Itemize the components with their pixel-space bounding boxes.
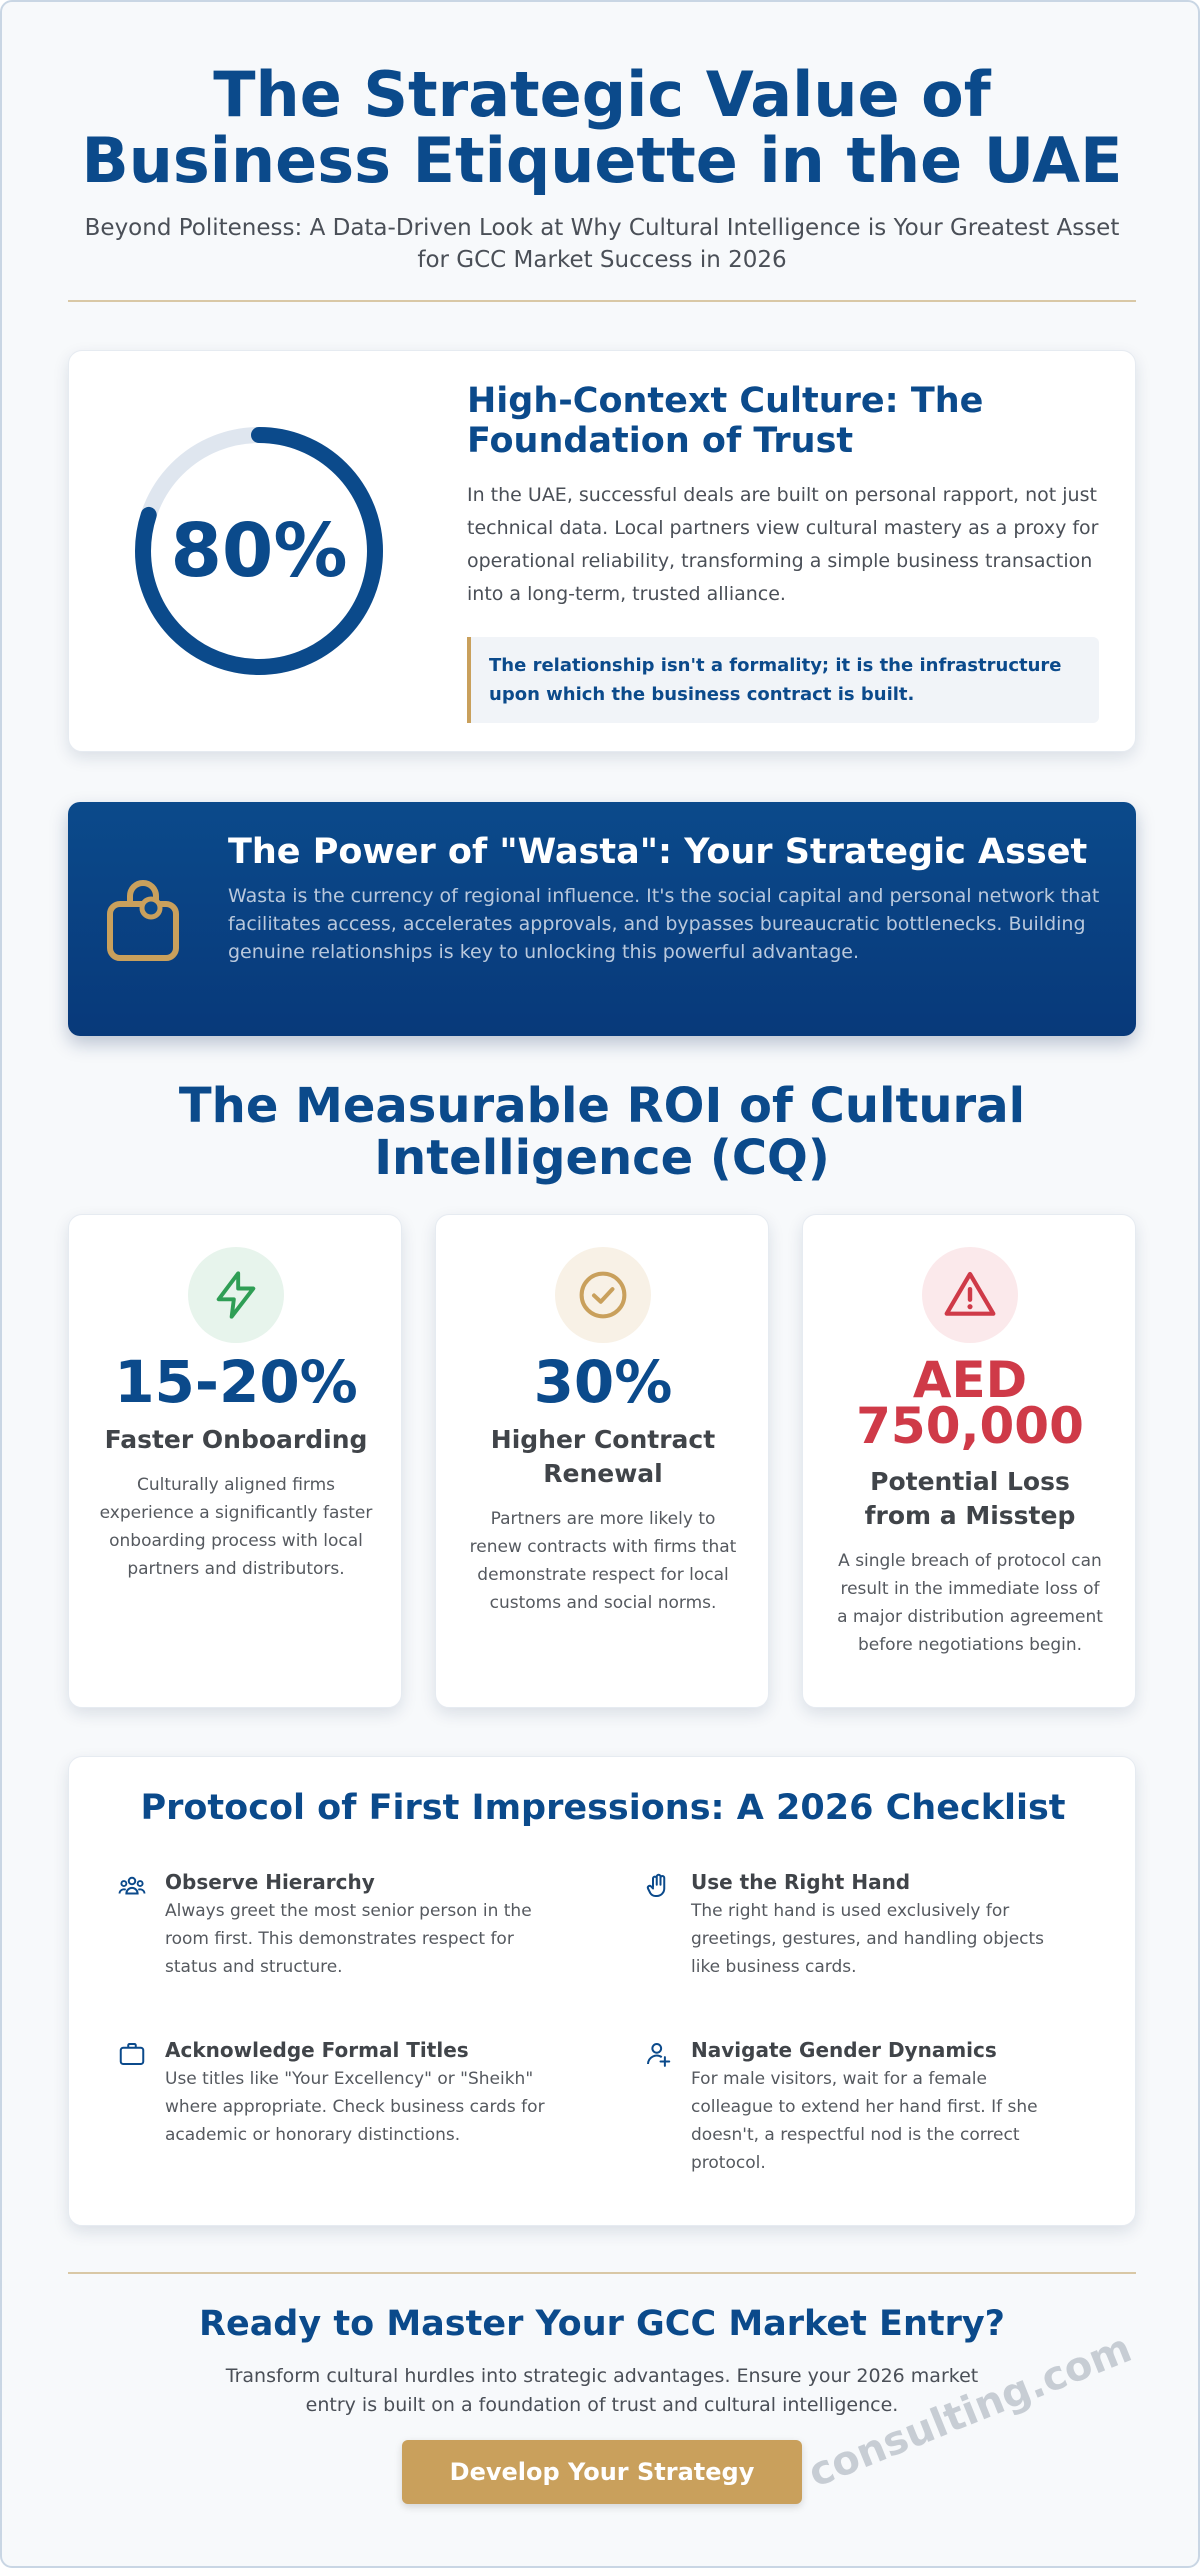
bag-icon: [106, 878, 182, 962]
stat-label: Potential Loss from a Misstep: [864, 1467, 1076, 1530]
item-description: For male visitors, wait for a female colleague to extend her hand first. If she doesn't, a respectful nod is the correct protocol.: [691, 2069, 1038, 2173]
develop-strategy-button[interactable]: Develop Your Strategy: [402, 2440, 802, 2504]
wasta-banner: [68, 802, 1136, 1036]
checklist-card: [68, 1756, 1136, 2226]
stat-description: Culturally aligned firms experience a significantly faster onboarding process with local partners and distributors.: [99, 1475, 373, 1579]
stat-value: 15-20%: [114, 1348, 358, 1416]
trust-body: In the UAE, successful deals are built on personal rapport, not just technical data. Local partners view cultural mastery as a proxy for operational reliability, transforming a simple business transaction into a long-term, trusted alliance.: [467, 484, 1099, 605]
lightning-icon: [210, 1269, 262, 1321]
trust-quote: The relationship isn't a formality; it is the infrastructure upon which the business contract is built.: [467, 637, 1099, 723]
hand-icon: [643, 1871, 673, 1901]
divider: [68, 2272, 1136, 2274]
watermark: consulting.com: [802, 2325, 1138, 2497]
cta-title: Ready to Master Your GCC Market Entry?: [199, 2304, 1005, 2344]
stat-description: Partners are more likely to renew contracts with firms that demonstrate respect for local customs and social norms.: [469, 1509, 737, 1613]
wasta-title: The Power of "Wasta": Your Strategic Asset: [228, 832, 1088, 872]
person-icon: [643, 2039, 673, 2069]
item-title: Navigate Gender Dynamics: [691, 2038, 997, 2062]
warning-icon: [942, 1267, 998, 1323]
roi-title: The Measurable ROI of Cultural Intelligence (CQ): [178, 1078, 1026, 1186]
wasta-body: Wasta is the currency of regional influence. It's the social capital and personal network that facilitates access, accelerates approvals, and bypasses bureaucratic bottlenecks. Building genuine relationships is key to unlocking this powerful advantage.: [228, 885, 1100, 963]
stat-value: 30%: [533, 1348, 673, 1416]
briefcase-icon: [117, 2039, 147, 2069]
page-title: The Strategic Value of Business Etiquette in the UAE: [81, 58, 1123, 197]
item-title: Use the Right Hand: [691, 1870, 911, 1894]
stat-label: Faster Onboarding: [104, 1425, 368, 1454]
item-description: Always greet the most senior person in the room first. This demonstrates respect for status and structure.: [165, 1901, 532, 1977]
item-description: Use titles like "Your Excellency" or "Sheikh" where appropriate. Check business cards for academic or honorary distinctions.: [165, 2069, 545, 2145]
stat-card-loss: [802, 1214, 1136, 1708]
stat-label: Higher Contract Renewal: [490, 1425, 716, 1488]
divider: [68, 300, 1136, 302]
checklist-item: [117, 1869, 547, 1981]
checklist-item: [643, 2037, 1073, 2177]
stat-card-onboarding: [68, 1214, 402, 1708]
people-icon: [117, 1871, 147, 1901]
check-circle-icon: [576, 1268, 630, 1322]
page-subtitle: Beyond Politeness: A Data-Driven Look at Why Cultural Intelligence is Your Greatest Asset for GCC Market Success in 2026: [84, 215, 1120, 273]
checklist-title: Protocol of First Impressions: A 2026 Checklist: [140, 1788, 1066, 1828]
item-title: Acknowledge Formal Titles: [165, 2038, 469, 2062]
percent-value: 80%: [170, 508, 348, 594]
trust-card: [68, 350, 1136, 752]
stat-card-renewal: [435, 1214, 769, 1708]
trust-title: High-Context Culture: The Foundation of Trust: [467, 381, 984, 461]
checklist-item: [643, 1869, 1073, 1981]
stat-value: AED 750,000: [856, 1351, 1084, 1455]
cta-body: Transform cultural hurdles into strategic advantages. Ensure your 2026 market entry is built on a foundation of trust and cultural intelligence.: [225, 2365, 979, 2416]
stat-description: A single breach of protocol can result in the immediate loss of a major distribution agreement before negotiations begin.: [837, 1551, 1103, 1655]
checklist-item: [117, 2037, 547, 2149]
header: [68, 58, 1136, 276]
item-description: The right hand is used exclusively for greetings, gestures, and handling objects like business cards.: [691, 1901, 1045, 1977]
item-title: Observe Hierarchy: [165, 1870, 375, 1894]
